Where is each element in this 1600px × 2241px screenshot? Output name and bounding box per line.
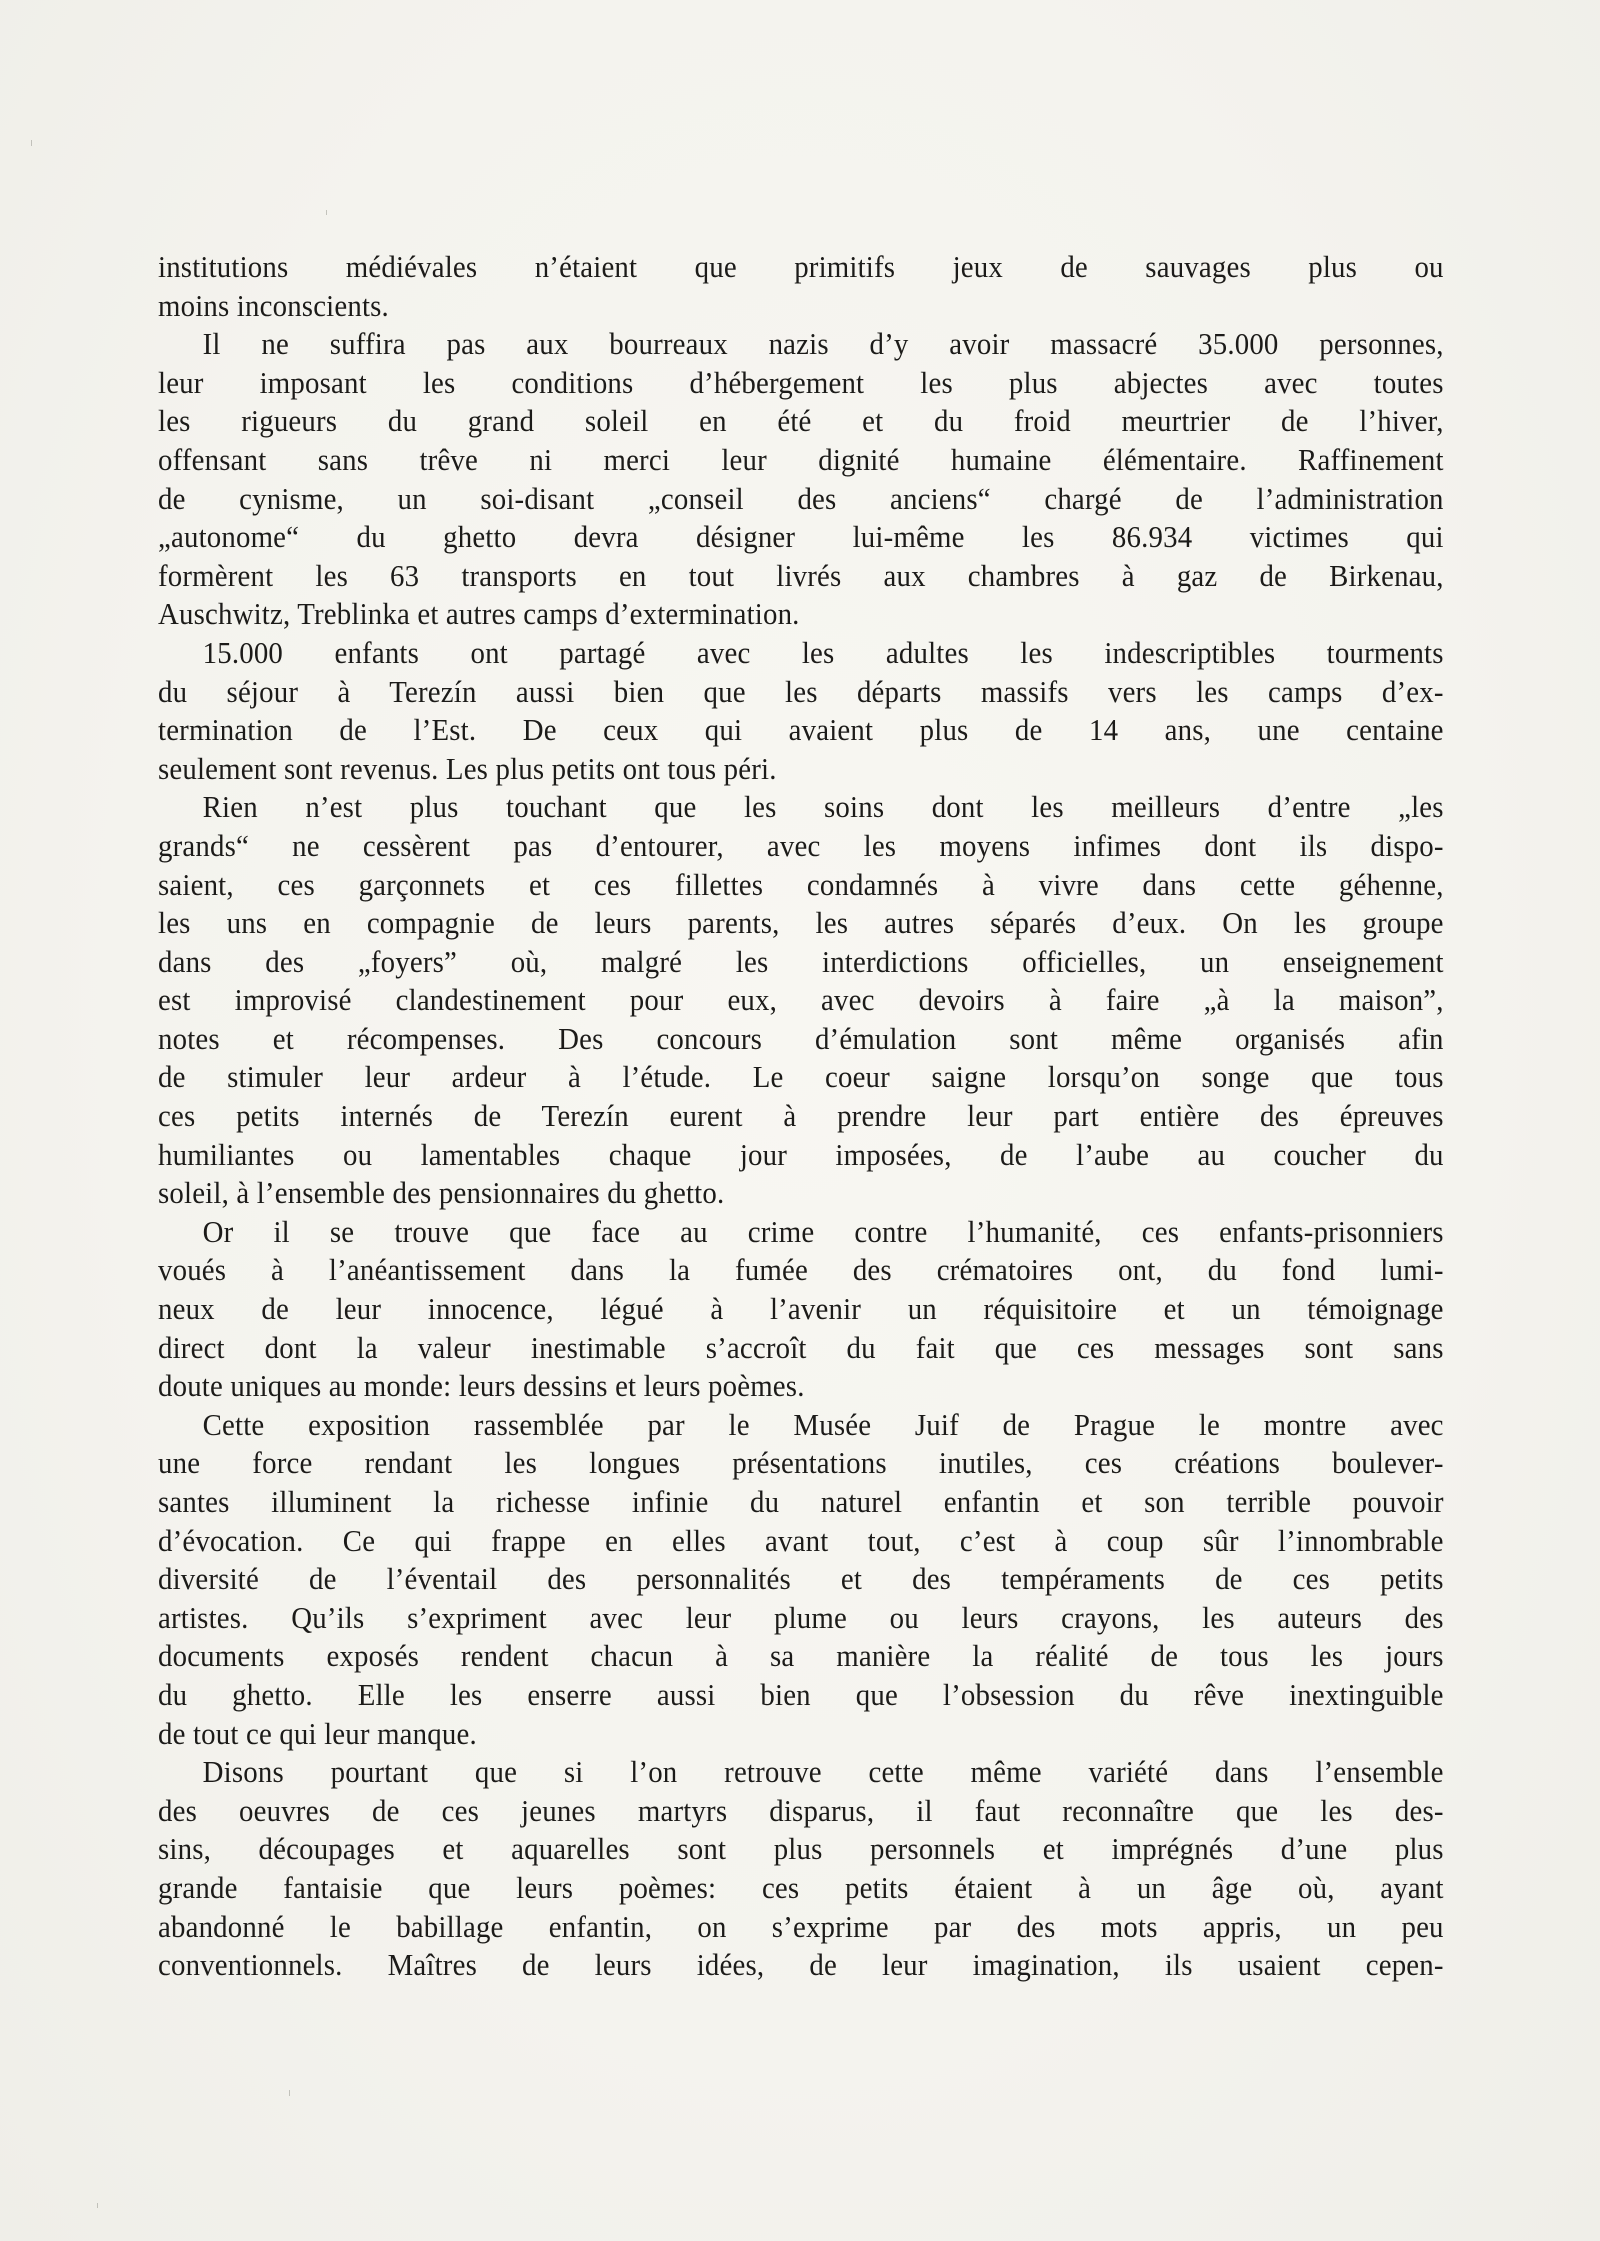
text-line: conventionnels. Maîtres de leurs idées, de leur imagination, ils usaient cepen-	[158, 1947, 1444, 1983]
text-line: ces petits internés de Terezín eurent à prendre leur part entière des épreuves	[158, 1098, 1444, 1134]
text-line: humiliantes ou lamentables chaque jour imposées, de l’aube au coucher du	[158, 1136, 1444, 1172]
text-line: Rien n’est plus touchant que les soins dont les meilleurs d’entre „les	[202, 789, 1444, 825]
text-line: santes illuminent la richesse infinie du naturel enfantin et son terrible pouvoir	[158, 1484, 1444, 1519]
paragraph	[158, 248, 1444, 325]
text-line: Il ne suffira pas aux bourreaux nazis d’y avoir massacré 35.000 personnes,	[202, 326, 1444, 362]
text-line: de stimuler leur ardeur à l’étude. Le coeur saigne lorsqu’on songe que tous	[158, 1059, 1444, 1095]
text-line: leur imposant les conditions d’hébergement les plus abjectes avec toutes	[158, 364, 1444, 400]
text-line: grande fantaisie que leurs poèmes: ces petits étaient à un âge où, ayant	[158, 1869, 1444, 1905]
text-line: grands“ ne cessèrent pas d’entourer, avec les moyens infimes dont ils dispo-	[158, 827, 1444, 863]
text-line: de cynisme, un soi-disant „conseil des anciens“ chargé de l’administration	[158, 480, 1444, 516]
paragraph	[158, 325, 1444, 634]
paragraph	[158, 788, 1444, 1213]
text-line: doute uniques au monde: leurs dessins et leurs poèmes.	[158, 1368, 805, 1404]
text-line: dans des „foyers” où, malgré les interdictions officielles, un enseignement	[158, 943, 1444, 979]
text-line: est improvisé clandestinement pour eux, avec devoirs à faire „à la maison”,	[158, 982, 1444, 1018]
paper-fleck	[31, 140, 32, 146]
text-line: les rigueurs du grand soleil en été et du froid meurtrier de l’hiver,	[158, 403, 1444, 439]
text-line: „autonome“ du ghetto devra désigner lui-même les 86.934 victimes qui	[158, 519, 1444, 555]
text-line: Auschwitz, Treblinka et autres camps d’extermination.	[158, 596, 800, 632]
text-line: sins, découpages et aquarelles sont plus personnels et imprégnés d’une plus	[158, 1831, 1444, 1867]
text-line: termination de l’Est. De ceux qui avaient plus de 14 ans, une centaine	[158, 712, 1444, 748]
text-line: neux de leur innocence, légué à l’avenir un réquisitoire et un témoignage	[158, 1291, 1444, 1327]
text-line: une force rendant les longues présentations inutiles, ces créations boulever-	[158, 1445, 1444, 1481]
text-line: saient, ces garçonnets et ces fillettes condamnés à vivre dans cette géhenne,	[158, 866, 1444, 902]
text-line: des oeuvres de ces jeunes martyrs disparus, il faut reconnaître que les des-	[158, 1792, 1444, 1828]
text-line: les uns en compagnie de leurs parents, les autres séparés d’eux. On les groupe	[158, 905, 1444, 941]
text-line: de tout ce qui leur manque.	[158, 1715, 477, 1751]
text-line: du séjour à Terezín aussi bien que les départs massifs vers les camps d’ex-	[158, 673, 1444, 709]
paper-fleck	[97, 2203, 98, 2208]
paragraph	[158, 1213, 1444, 1406]
text-line: formèrent les 63 transports en tout livrés aux chambres à gaz de Birkenau,	[158, 557, 1444, 593]
body-text	[158, 248, 1444, 1985]
text-line: Cette exposition rassemblée par le Musée Juif de Prague le montre avec	[202, 1406, 1444, 1442]
paper-fleck	[326, 210, 327, 215]
paragraph	[158, 634, 1444, 788]
text-line: documents exposés rendent chacun à sa manière la réalité de tous les jours	[158, 1638, 1444, 1674]
paragraph	[158, 1406, 1444, 1753]
text-line: Disons pourtant que si l’on retrouve cette même variété dans l’ensemble	[202, 1754, 1444, 1790]
text-line: soleil, à l’ensemble des pensionnaires du ghetto.	[158, 1175, 725, 1211]
text-line: notes et récompenses. Des concours d’émulation sont même organisés afin	[158, 1020, 1444, 1056]
text-line: seulement sont revenus. Les plus petits ont tous péri.	[158, 750, 777, 786]
text-line: voués à l’anéantissement dans la fumée des crématoires ont, du fond lumi-	[158, 1252, 1444, 1288]
text-line: du ghetto. Elle les enserre aussi bien que l’obsession du rêve inextinguible	[158, 1676, 1444, 1712]
text-line: d’évocation. Ce qui frappe en elles avant tout, c’est à coup sûr l’innombrable	[158, 1522, 1444, 1558]
text-line: offensant sans trêve ni merci leur dignité humaine élémentaire. Raffinement	[158, 441, 1444, 477]
text-line: abandonné le babillage enfantin, on s’exprime par des mots appris, un peu	[158, 1908, 1444, 1944]
paragraph	[158, 1753, 1444, 1985]
paper-fleck	[289, 2090, 290, 2096]
text-line: artistes. Qu’ils s’expriment avec leur plume ou leurs crayons, les auteurs des	[158, 1599, 1444, 1635]
text-line: Or il se trouve que face au crime contre l’humanité, ces enfants-prisonniers	[202, 1213, 1444, 1249]
text-line: moins inconscients.	[158, 287, 389, 323]
text-line: 15.000 enfants ont partagé avec les adultes les indescriptibles tourments	[202, 634, 1444, 670]
text-line: institutions médiévales n’étaient que primitifs jeux de sauvages plus ou	[158, 249, 1444, 284]
text-line: diversité de l’éventail des personnalités et des tempéraments de ces petits	[158, 1561, 1444, 1597]
text-line: direct dont la valeur inestimable s’accroît du fait que ces messages sont sans	[158, 1329, 1444, 1365]
